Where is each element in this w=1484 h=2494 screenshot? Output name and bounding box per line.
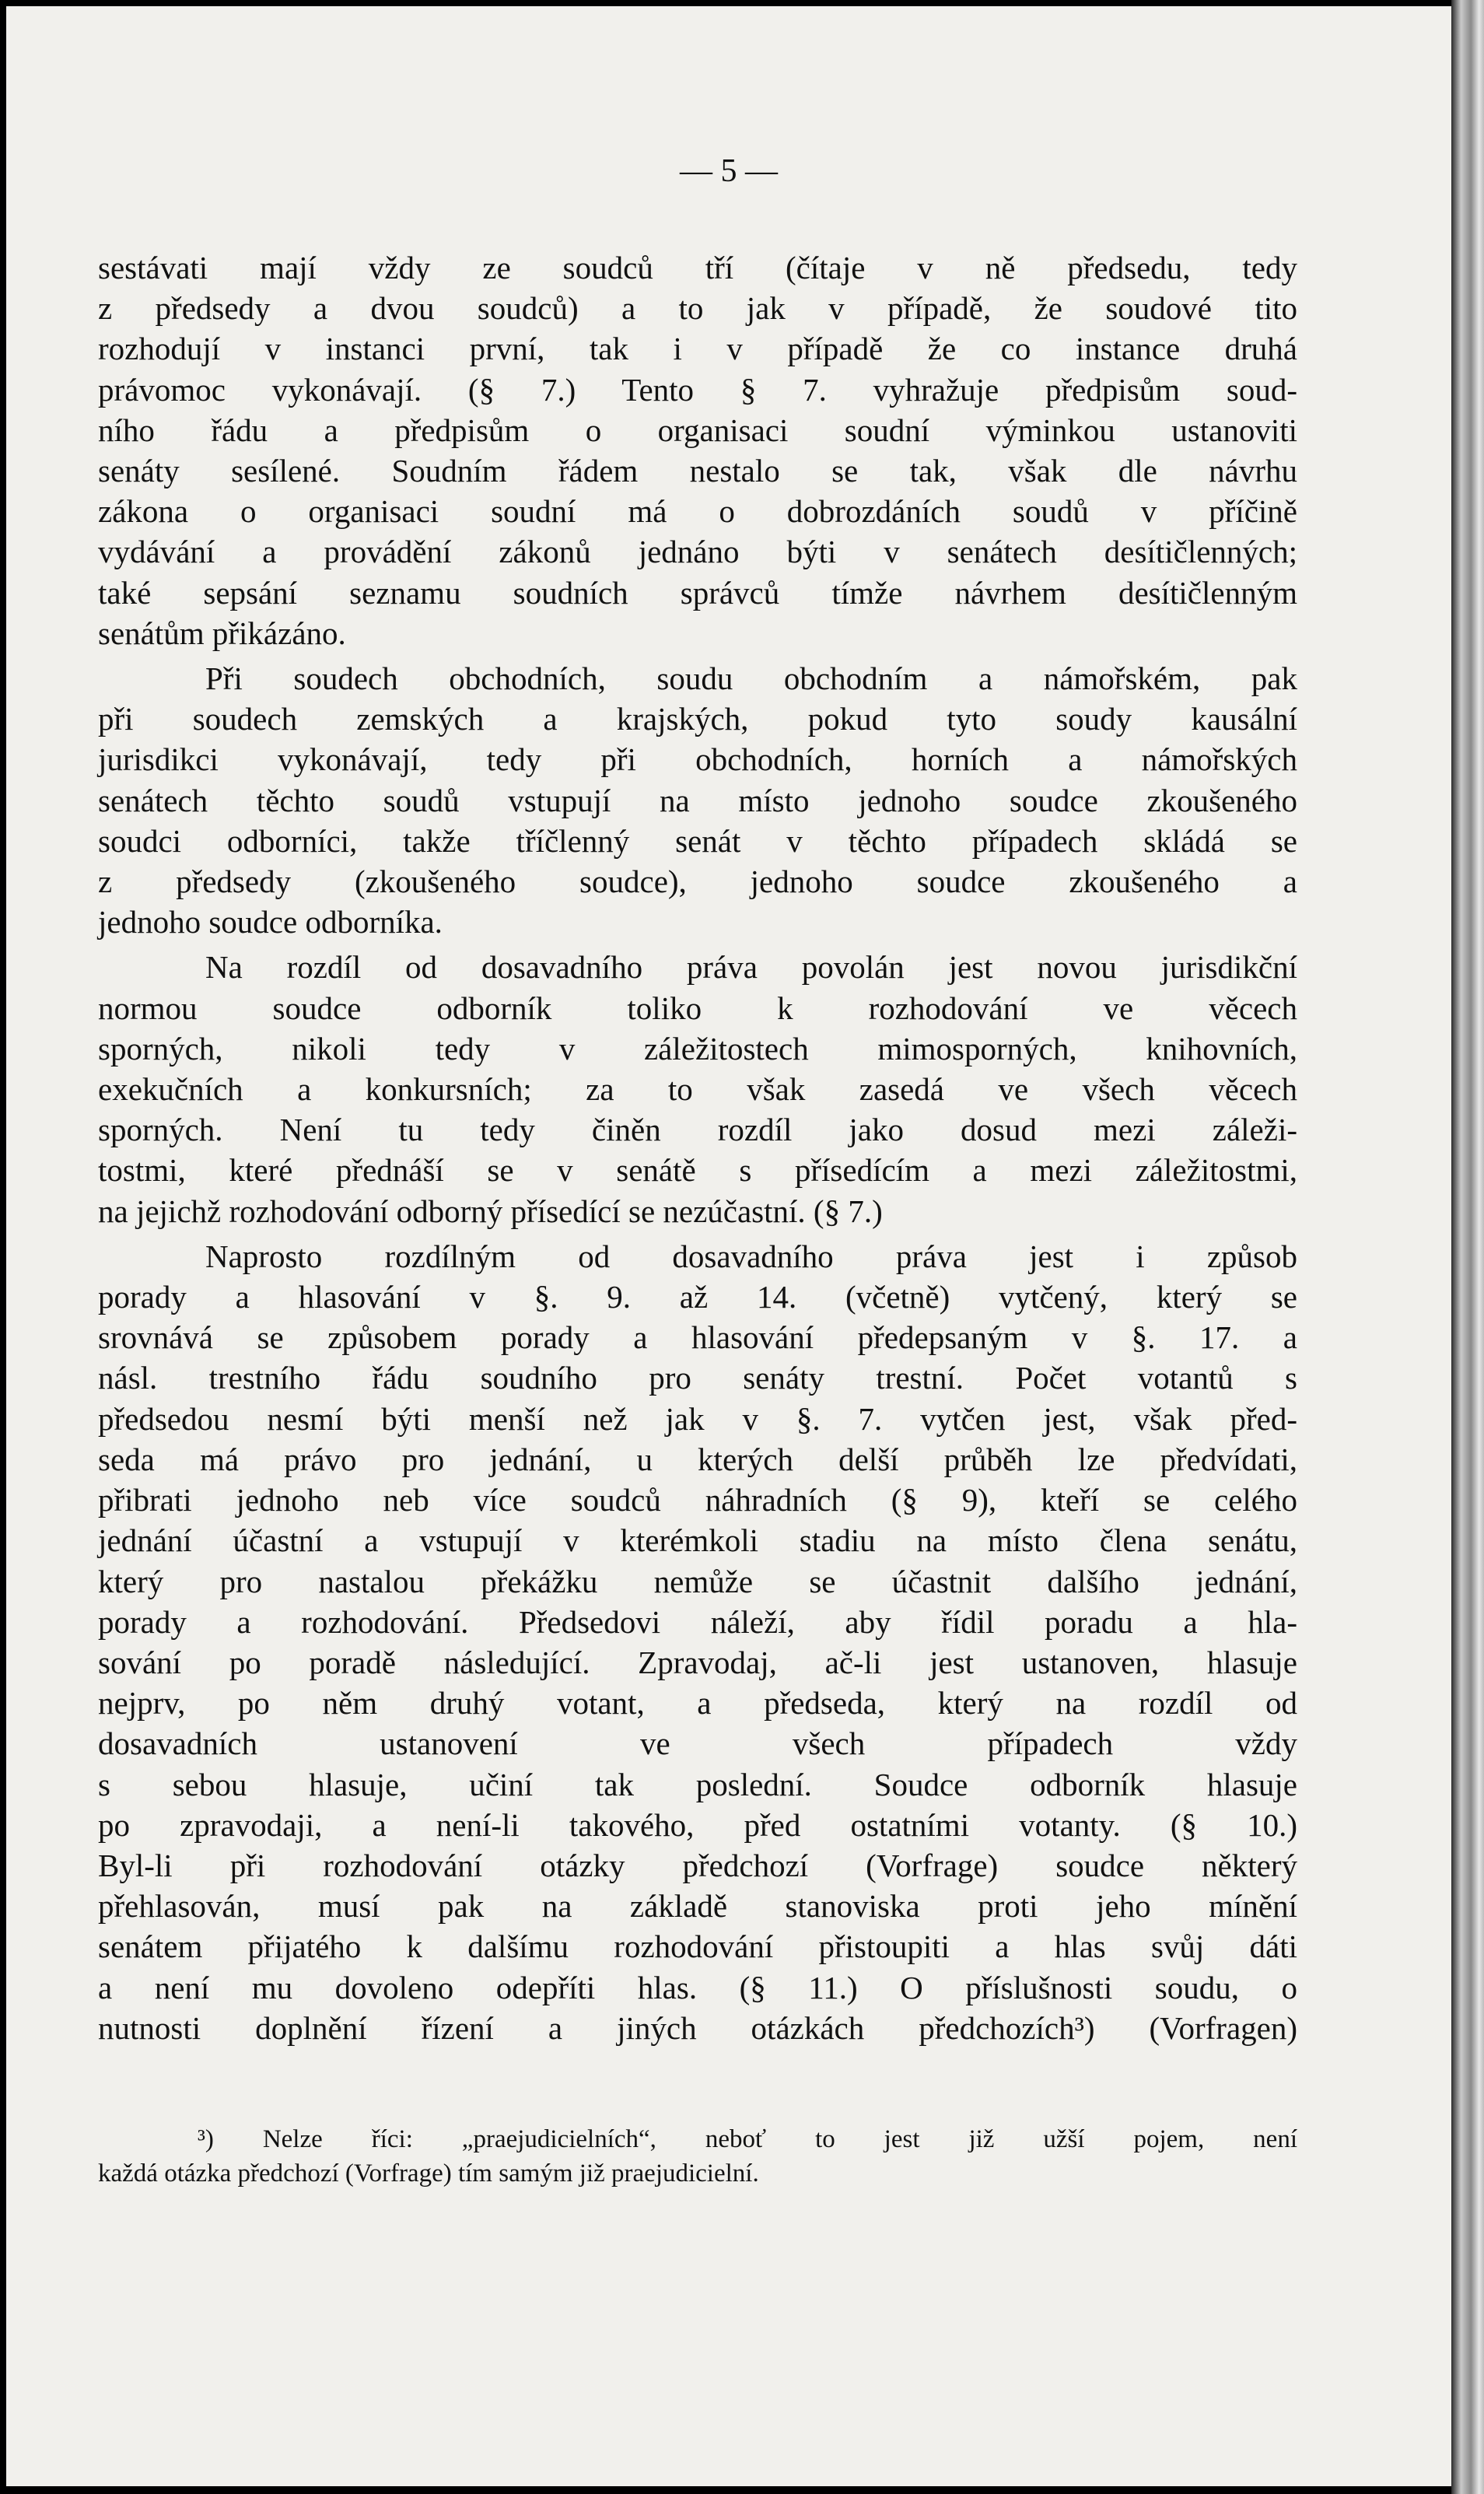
text-line: srovnává se způsobem porady a hlasování předepsaným v §. 17. a xyxy=(98,1319,1297,1356)
text-line: jednoho soudce odborníka. xyxy=(98,904,443,941)
text-line: tostmi, které přednáší se v senátě s přísedícím a mezi záležitostmi, xyxy=(98,1152,1297,1189)
paragraph-4 xyxy=(98,1236,1297,2048)
text-line: Naprosto rozdílným od dosavadního práva jest i způsob xyxy=(205,1238,1297,1274)
text-line: normou soudce odborník toliko k rozhodování ve věcech xyxy=(98,990,1297,1026)
text-line: který pro nastalou překážku nemůže se účastnit dalšího jednání, xyxy=(98,1563,1297,1599)
text-line: po zpravodaji, a není-li takového, před ostatními votanty. (§ 10.) xyxy=(98,1806,1297,1843)
text-line: násl. trestního řádu soudního pro senáty trestní. Počet votantů s xyxy=(98,1360,1297,1396)
text-line: rozhodují v instanci první, tak i v případě že co instance druhá xyxy=(98,331,1297,367)
text-line: přibrati jednoho neb více soudců náhradních (§ 9), kteří se celého xyxy=(98,1482,1297,1518)
text-line: exekučních a konkursních; za to však zasedá ve všech věcech xyxy=(98,1071,1297,1108)
text-line: senátům přikázáno. xyxy=(98,615,346,651)
text-line: soudci odborníci, takže tříčlenný senát v těchto případech skládá se xyxy=(98,822,1297,859)
page-edge xyxy=(1451,0,1484,2494)
text-line: na jejichž rozhodování odborný přísedící se nezúčastní. (§ 7.) xyxy=(98,1193,883,1229)
text-line: senátem přijatého k dalšímu rozhodování přistoupiti a hlas svůj dáti xyxy=(98,1928,1297,1965)
text-line: z předsedy (zkoušeného soudce), jednoho soudce zkoušeného a xyxy=(98,863,1297,900)
body-text xyxy=(98,247,1297,2053)
text-line: sování po poradě následující. Zpravodaj, ač-li jest ustanoven, hlasuje xyxy=(98,1644,1297,1680)
text-line: vydávání a provádění zákonů jednáno býti v senátech desítičlenných; xyxy=(98,534,1297,570)
text-line: seda má právo pro jednání, u kterých delší průběh lze předvídati, xyxy=(98,1441,1297,1477)
text-line: Při soudech obchodních, soudu obchodním a námořském, pak xyxy=(205,660,1297,697)
text-line: dosavadních ustanovení ve všech případech vždy xyxy=(98,1725,1297,1762)
text-line: sestávati mají vždy ze soudců tří (čítaje v ně předsedu, tedy xyxy=(98,250,1297,285)
text-line: senáty sesílené. Soudním řádem nestalo se tak, však dle návrhu xyxy=(98,453,1297,489)
paragraph-1 xyxy=(98,247,1297,653)
text-line: porady a hlasování v §. 9. až 14. (včetně) vytčený, který se xyxy=(98,1279,1297,1315)
footnote xyxy=(98,2122,1297,2191)
text-line: a není mu dovoleno odepříti hlas. (§ 11.) O příslušnosti soudu, o xyxy=(98,1969,1297,2005)
footnote-line: ³) Nelze říci: „praejudicielních“, neboť to jest již užší pojem, není xyxy=(198,2125,1297,2153)
text-line: nejprv, po něm druhý votant, a předseda, který na rozdíl od xyxy=(98,1685,1297,1722)
text-line: zákona o organisaci soudní má o dobrozdáních soudů v příčině xyxy=(98,493,1297,530)
text-line: předsedou nesmí býti menší než jak v §. 7. vytčen jest, však před- xyxy=(98,1400,1297,1437)
text-line: nutnosti doplnění řízení a jiných otázkách předchozích³) (Vorfragen) xyxy=(98,2009,1297,2046)
text-line: senátech těchto soudů vstupují na místo jednoho soudce zkoušeného xyxy=(98,782,1297,818)
text-line: také sepsání seznamu soudních správců tímže návrhem desítičlenným xyxy=(98,574,1297,611)
text-line: Byl-li při rozhodování otázky předchozí (Vorfrage) soudce některý xyxy=(98,1847,1297,1883)
text-line: právomoc vykonávají. (§ 7.) Tento § 7. vyhražuje předpisům soud- xyxy=(98,371,1297,408)
paragraph-2 xyxy=(98,658,1297,942)
text-line: jurisdikci vykonávají, tedy při obchodních, horních a námořských xyxy=(98,741,1297,778)
text-line: jednání účastní a vstupují v kterémkoli stadiu na místo člena senátu, xyxy=(98,1522,1297,1559)
footnote-line: každá otázka předchozí (Vorfrage) tím samým již praejudicielní. xyxy=(98,2159,759,2188)
text-line: Na rozdíl od dosavadního práva povolán jest novou jurisdikční xyxy=(205,949,1297,986)
text-line: při soudech zemských a krajských, pokud tyto soudy kausální xyxy=(98,701,1297,737)
text-line: porady a rozhodování. Předsedovi náleží, aby řídil poradu a hla- xyxy=(98,1603,1297,1640)
text-line: z předsedy a dvou soudců) a to jak v případě, že soudové tito xyxy=(98,290,1297,327)
paragraph-3 xyxy=(98,947,1297,1231)
paper-sheet xyxy=(6,6,1451,2486)
text-line: přehlasován, musí pak na základě stanoviska proti jeho mínění xyxy=(98,1888,1297,1925)
text-line: sporných, nikoli tedy v záležitostech mimosporných, knihovních, xyxy=(98,1030,1297,1067)
page-number: — 5 — xyxy=(680,153,778,189)
text-line: s sebou hlasuje, učiní tak poslední. Soudce odborník hlasuje xyxy=(98,1766,1297,1802)
text-line: ního řádu a předpisům o organisaci soudní výminkou ustanoviti xyxy=(98,412,1297,448)
text-line: sporných. Není tu tedy činěn rozdíl jako dosud mezi záleži- xyxy=(98,1112,1297,1148)
